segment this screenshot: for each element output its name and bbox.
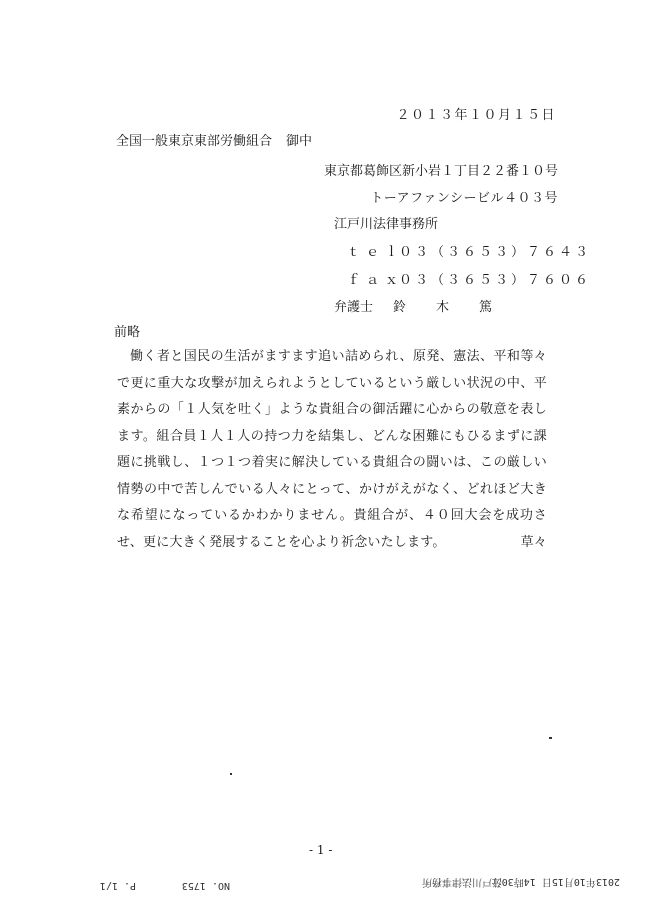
fax-page-count: P. 1/1 [99,880,136,891]
letter-body [117,344,547,556]
fax-transmission-footer [60,874,620,894]
addressee [116,130,312,149]
sender-fax-row [347,269,591,288]
fax-sender-office: 江戸川法律事務所 [422,876,502,887]
addressee-suffix: 御中 [286,134,313,149]
closing: 草々 [520,534,547,550]
fax-number: ０３（３６５３）７６０６ [399,273,592,288]
sender-office: 江戸川法律事務所 [334,217,439,232]
scan-speck [549,737,552,739]
fax-timestamp: 2013年10月15日 14時30分 [491,876,620,887]
letter-body-text: 働く者と国民の生活がますます追い詰められ、原発、憲法、平和等々で更に重大な攻撃が加えられようとしているという厳しい状況の中、平素からの「１人気を吐く」ような貴組合の御活躍に心からの敬意を表します。組合員１人１人の持つ力を結集し、どんな困難にもひるまずに課題に挑戦し、１つ１つ着実に解決している貴組合の闘いは、この厳しい情勢の中で苦しんでいる人々にとって、かけがえがなく、どれほど大きな希望になっているかわかりません。貴組合が、４０回大会を成功させ、更に大きく発展することを心より祈念いたします。 [117,349,547,550]
fax-label: ｆａｘ [347,273,405,288]
sender-address-line1: 東京都葛飾区新小岩１丁目２２番１０号 [323,164,558,179]
lawyer-title: 弁護士 [334,300,374,315]
tel-label: ｔｅｌ [347,245,405,260]
tel-number: ０３（３６５３）７６４３ [399,245,592,260]
salutation: 前略 [114,325,141,340]
page-number: - 1 - [309,843,333,857]
addressee-name: 全国一般東京東部労働組合 [116,134,273,149]
fax-number-id: NO. 1753 [181,880,230,891]
sender-lawyer [334,296,549,315]
sender-tel-row [347,241,591,260]
scan-speck [230,773,232,775]
letter-date: ２０１３年１０月１５日 [396,108,556,123]
lawyer-name: 鈴木篤 [393,300,523,315]
sender-address-line2: トーアファンシービル４０３号 [370,191,558,206]
